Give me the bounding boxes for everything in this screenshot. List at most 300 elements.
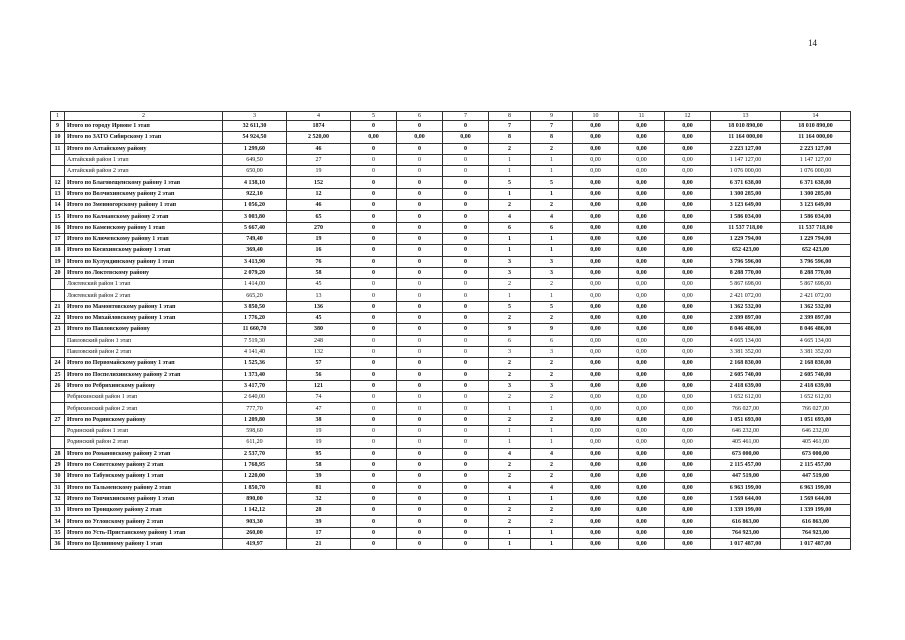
table-row-total [51,132,851,143]
column-number-5: 5 [351,112,397,121]
table-row-total [51,527,851,538]
row-value-col-8: 5 [489,177,531,188]
row-name: Локтевский район 1 этап [65,279,223,290]
row-value-col-12: 0,00 [665,301,711,312]
row-value-col-12: 0,00 [665,211,711,222]
row-value-col-7: 0 [443,233,489,244]
row-value-col-7: 0 [443,313,489,324]
row-index: 22 [51,313,65,324]
row-value-col-14: 1 300 285,00 [781,188,851,199]
row-value-col-7: 0 [443,380,489,391]
row-value-col-4: 132 [287,346,351,357]
row-index: 19 [51,256,65,267]
row-name: Локтевский район 2 этап [65,290,223,301]
row-index: 29 [51,459,65,470]
row-name: Итого по Целинному району 1 этап [65,538,223,549]
row-value-col-11: 0,00 [619,132,665,143]
row-value-col-14: 2 223 127,00 [781,143,851,154]
row-value-col-9: 2 [531,516,573,527]
row-value-col-7: 0 [443,426,489,437]
row-name: Итого по Калманскому району 2 этап [65,211,223,222]
row-value-col-3: 1 776,20 [223,313,287,324]
row-value-col-10: 0,00 [573,200,619,211]
table-row-total [51,448,851,459]
row-value-col-10: 0,00 [573,313,619,324]
row-value-col-4: 38 [287,414,351,425]
row-value-col-3: 3 003,80 [223,211,287,222]
row-value-col-10: 0,00 [573,437,619,448]
row-value-col-7: 0 [443,335,489,346]
row-index: 11 [51,143,65,154]
row-value-col-11: 0,00 [619,245,665,256]
row-value-col-9: 4 [531,211,573,222]
row-value-col-5: 0 [351,403,397,414]
row-value-col-10: 0,00 [573,188,619,199]
row-value-col-3: 1 299,60 [223,143,287,154]
row-value-col-13: 1 339 199,00 [711,505,781,516]
row-name: Итого по городу Ирвове 1 этап [65,121,223,132]
row-value-col-6: 0 [397,177,443,188]
row-value-col-13: 6 371 638,00 [711,177,781,188]
row-value-col-12: 0,00 [665,313,711,324]
row-value-col-5: 0 [351,414,397,425]
row-name: Итого по Змеиногорскому району 1 этап [65,200,223,211]
column-number-4: 4 [287,112,351,121]
row-value-col-8: 3 [489,256,531,267]
row-value-col-5: 0 [351,256,397,267]
row-value-col-4: 19 [287,166,351,177]
row-value-col-6: 0 [397,154,443,165]
row-value-col-12: 0,00 [665,222,711,233]
table-row-total [51,267,851,278]
housing-program-table [50,111,851,550]
row-index: 30 [51,471,65,482]
row-value-col-8: 5 [489,301,531,312]
table-row-subitem [51,166,851,177]
row-value-col-8: 2 [489,459,531,470]
row-name: Итого по Кулундинскому району 1 этап [65,256,223,267]
row-name: Итого по Родинскому району [65,414,223,425]
row-value-col-3: 369,40 [223,245,287,256]
row-name: Итого по Каменскому району 1 этап [65,222,223,233]
row-value-col-11: 0,00 [619,358,665,369]
row-value-col-11: 0,00 [619,448,665,459]
row-value-col-6: 0 [397,324,443,335]
row-value-col-11: 0,00 [619,324,665,335]
row-value-col-8: 2 [489,392,531,403]
row-value-col-5: 0 [351,527,397,538]
row-index [51,154,65,165]
row-value-col-11: 0,00 [619,505,665,516]
row-value-col-11: 0,00 [619,437,665,448]
row-value-col-6: 0 [397,267,443,278]
row-value-col-5: 0 [351,471,397,482]
row-value-col-3: 54 924,50 [223,132,287,143]
row-value-col-9: 1 [531,437,573,448]
row-value-col-13: 616 863,00 [711,516,781,527]
row-name: Итого по Романовскому району 2 этап [65,448,223,459]
row-value-col-8: 1 [489,437,531,448]
row-value-col-7: 0 [443,392,489,403]
row-value-col-5: 0 [351,290,397,301]
row-value-col-7: 0 [443,301,489,312]
row-value-col-4: 380 [287,324,351,335]
row-value-col-6: 0 [397,369,443,380]
table-row-total [51,256,851,267]
row-value-col-11: 0,00 [619,256,665,267]
row-value-col-5: 0 [351,245,397,256]
row-value-col-7: 0 [443,414,489,425]
row-value-col-12: 0,00 [665,290,711,301]
row-value-col-6: 0 [397,527,443,538]
row-value-col-12: 0,00 [665,154,711,165]
row-value-col-6: 0 [397,414,443,425]
row-value-col-9: 2 [531,313,573,324]
row-name: Итого по ЗАТО Сибирскому 1 этап [65,132,223,143]
row-index [51,346,65,357]
row-value-col-9: 4 [531,482,573,493]
row-value-col-14: 1 652 612,00 [781,392,851,403]
row-value-col-8: 4 [489,211,531,222]
row-value-col-6: 0 [397,493,443,504]
row-value-col-11: 0,00 [619,177,665,188]
row-value-col-7: 0 [443,358,489,369]
row-index [51,426,65,437]
row-value-col-13: 2 115 457,00 [711,459,781,470]
column-number-9: 9 [531,112,573,121]
row-value-col-7: 0 [443,538,489,549]
row-value-col-3: 749,40 [223,233,287,244]
row-value-col-14: 764 923,00 [781,527,851,538]
row-value-col-5: 0 [351,505,397,516]
row-value-col-5: 0 [351,279,397,290]
row-value-col-14: 2 605 740,00 [781,369,851,380]
row-value-col-12: 0,00 [665,188,711,199]
row-value-col-13: 1 147 127,00 [711,154,781,165]
row-value-col-12: 0,00 [665,392,711,403]
row-value-col-11: 0,00 [619,346,665,357]
row-value-col-5: 0 [351,222,397,233]
row-name: Родинский район 2 этап [65,437,223,448]
row-value-col-3: 890,00 [223,493,287,504]
row-value-col-6: 0 [397,482,443,493]
row-value-col-8: 1 [489,233,531,244]
table-row-subitem [51,279,851,290]
row-value-col-12: 0,00 [665,279,711,290]
row-value-col-8: 2 [489,369,531,380]
row-value-col-14: 5 867 698,00 [781,279,851,290]
table-row-total [51,245,851,256]
row-value-col-9: 2 [531,414,573,425]
row-value-col-8: 2 [489,279,531,290]
row-value-col-12: 0,00 [665,516,711,527]
row-value-col-3: 1 525,36 [223,358,287,369]
row-value-col-7: 0 [443,267,489,278]
row-value-col-12: 0,00 [665,233,711,244]
row-name: Итого по Алтайскому району [65,143,223,154]
row-value-col-11: 0,00 [619,392,665,403]
row-value-col-6: 0 [397,459,443,470]
row-value-col-11: 0,00 [619,335,665,346]
row-value-col-14: 6 371 638,00 [781,177,851,188]
row-value-col-14: 8 046 486,00 [781,324,851,335]
row-value-col-5: 0 [351,177,397,188]
row-value-col-8: 1 [489,403,531,414]
row-index [51,392,65,403]
row-value-col-7: 0 [443,516,489,527]
table-row-subitem [51,335,851,346]
row-index: 36 [51,538,65,549]
row-name: Родинский район 1 этап [65,426,223,437]
row-value-col-12: 0,00 [665,493,711,504]
row-value-col-13: 2 421 072,00 [711,290,781,301]
row-value-col-4: 81 [287,482,351,493]
row-name: Итого по Павловскому району [65,324,223,335]
row-value-col-12: 0,00 [665,335,711,346]
column-number-3: 3 [223,112,287,121]
row-value-col-4: 45 [287,279,351,290]
row-value-col-5: 0 [351,313,397,324]
row-value-col-12: 0,00 [665,121,711,132]
row-value-col-10: 0,00 [573,403,619,414]
row-value-col-12: 0,00 [665,471,711,482]
row-value-col-10: 0,00 [573,290,619,301]
row-value-col-9: 1 [531,233,573,244]
row-value-col-3: 3 413,90 [223,256,287,267]
row-value-col-3: 5 667,40 [223,222,287,233]
row-value-col-8: 1 [489,245,531,256]
row-value-col-4: 121 [287,380,351,391]
row-value-col-11: 0,00 [619,121,665,132]
row-value-col-7: 0 [443,369,489,380]
row-value-col-11: 0,00 [619,279,665,290]
row-value-col-13: 673 000,00 [711,448,781,459]
row-value-col-11: 0,00 [619,200,665,211]
column-number-1: 1 [51,112,65,121]
table-row-total [51,414,851,425]
row-index: 33 [51,505,65,516]
row-value-col-9: 6 [531,335,573,346]
row-name: Итого по Ребрихинскому району [65,380,223,391]
row-value-col-3: 260,00 [223,527,287,538]
row-value-col-10: 0,00 [573,233,619,244]
row-value-col-3: 1 209,80 [223,414,287,425]
row-value-col-7: 0 [443,493,489,504]
row-value-col-11: 0,00 [619,166,665,177]
row-value-col-12: 0,00 [665,256,711,267]
row-value-col-13: 2 418 639,00 [711,380,781,391]
row-value-col-8: 1 [489,493,531,504]
row-value-col-12: 0,00 [665,267,711,278]
row-value-col-4: 16 [287,245,351,256]
row-value-col-11: 0,00 [619,516,665,527]
row-value-col-9: 2 [531,369,573,380]
row-value-col-5: 0 [351,200,397,211]
row-index: 13 [51,188,65,199]
row-value-col-5: 0 [351,188,397,199]
row-value-col-6: 0 [397,143,443,154]
row-value-col-7: 0 [443,324,489,335]
row-value-col-7: 0 [443,143,489,154]
table-row-total [51,211,851,222]
row-index: 25 [51,369,65,380]
row-value-col-6: 0 [397,380,443,391]
row-value-col-11: 0,00 [619,380,665,391]
row-name: Итого по Волчихинскому району 2 этап [65,188,223,199]
row-value-col-5: 0 [351,538,397,549]
row-value-col-4: 58 [287,267,351,278]
row-value-col-8: 1 [489,538,531,549]
row-index [51,403,65,414]
column-number-2: 2 [65,112,223,121]
row-value-col-9: 5 [531,301,573,312]
row-value-col-13: 5 867 698,00 [711,279,781,290]
row-value-col-8: 9 [489,324,531,335]
row-value-col-7: 0 [443,527,489,538]
row-value-col-13: 1 362 532,00 [711,301,781,312]
row-value-col-9: 1 [531,188,573,199]
row-value-col-13: 1 051 693,00 [711,414,781,425]
row-value-col-8: 1 [489,166,531,177]
row-value-col-7: 0 [443,346,489,357]
row-value-col-9: 3 [531,380,573,391]
row-value-col-10: 0,00 [573,177,619,188]
table-row-total [51,233,851,244]
row-value-col-6: 0 [397,301,443,312]
table-row-total [51,324,851,335]
row-value-col-6: 0 [397,279,443,290]
row-value-col-12: 0,00 [665,166,711,177]
row-value-col-5: 0 [351,211,397,222]
row-value-col-3: 611,20 [223,437,287,448]
row-value-col-10: 0,00 [573,516,619,527]
row-index: 21 [51,301,65,312]
row-value-col-10: 0,00 [573,448,619,459]
row-value-col-13: 4 665 134,00 [711,335,781,346]
row-value-col-11: 0,00 [619,369,665,380]
row-value-col-10: 0,00 [573,121,619,132]
row-value-col-4: 248 [287,335,351,346]
row-value-col-3: 903,30 [223,516,287,527]
row-value-col-4: 65 [287,211,351,222]
row-index: 31 [51,482,65,493]
row-name: Итого по Первомайскому району 1 этап [65,358,223,369]
table-row-total [51,369,851,380]
row-value-col-14: 2 421 072,00 [781,290,851,301]
row-value-col-3: 1 414,00 [223,279,287,290]
row-value-col-5: 0 [351,380,397,391]
row-value-col-13: 8 046 486,00 [711,324,781,335]
row-value-col-4: 74 [287,392,351,403]
row-value-col-5: 0 [351,267,397,278]
row-index: 28 [51,448,65,459]
row-value-col-9: 1 [531,403,573,414]
row-value-col-3: 777,70 [223,403,287,414]
row-value-col-13: 447 519,00 [711,471,781,482]
row-value-col-10: 0,00 [573,426,619,437]
row-index: 18 [51,245,65,256]
row-value-col-7: 0 [443,459,489,470]
row-value-col-6: 0 [397,121,443,132]
row-value-col-8: 1 [489,188,531,199]
row-value-col-13: 2 399 897,00 [711,313,781,324]
row-value-col-14: 1 076 000,00 [781,166,851,177]
row-value-col-14: 3 123 649,00 [781,200,851,211]
row-value-col-8: 2 [489,414,531,425]
row-value-col-13: 3 123 649,00 [711,200,781,211]
row-value-col-13: 764 923,00 [711,527,781,538]
row-value-col-8: 2 [489,313,531,324]
row-value-col-8: 3 [489,267,531,278]
row-value-col-12: 0,00 [665,459,711,470]
row-name: Итого по Поспелихинскому району 2 этап [65,369,223,380]
table-row-total [51,177,851,188]
table-row-total [51,380,851,391]
row-value-col-5: 0 [351,448,397,459]
column-number-10: 10 [573,112,619,121]
row-value-col-5: 0 [351,233,397,244]
table-row-subitem [51,426,851,437]
table-row-total [51,200,851,211]
row-value-col-12: 0,00 [665,346,711,357]
row-value-col-5: 0 [351,346,397,357]
row-value-col-6: 0 [397,188,443,199]
row-value-col-10: 0,00 [573,222,619,233]
row-name: Итого по Табунскому району 1 этап [65,471,223,482]
row-value-col-5: 0 [351,482,397,493]
row-value-col-4: 19 [287,233,351,244]
row-name: Итого по Благовещенскому району 1 этап [65,177,223,188]
row-value-col-5: 0 [351,493,397,504]
row-value-col-3: 3 417,70 [223,380,287,391]
row-value-col-4: 13 [287,290,351,301]
row-value-col-3: 1 850,70 [223,482,287,493]
row-value-col-11: 0,00 [619,459,665,470]
row-value-col-7: 0 [443,482,489,493]
row-value-col-7: 0 [443,222,489,233]
row-value-col-8: 3 [489,380,531,391]
row-name: Итого по Косихинскому району 1 этап [65,245,223,256]
row-value-col-5: 0 [351,301,397,312]
row-value-col-12: 0,00 [665,403,711,414]
row-value-col-13: 11 537 718,00 [711,222,781,233]
table-row-total [51,493,851,504]
row-value-col-12: 0,00 [665,245,711,256]
row-index: 15 [51,211,65,222]
row-value-col-12: 0,00 [665,132,711,143]
table-row-total [51,188,851,199]
row-value-col-11: 0,00 [619,414,665,425]
row-name: Итого по Угловскому району 2 этап [65,516,223,527]
row-value-col-4: 19 [287,426,351,437]
row-value-col-11: 0,00 [619,471,665,482]
row-value-col-4: 76 [287,256,351,267]
row-name: Ребрихинский район 2 этап [65,403,223,414]
row-value-col-13: 1 076 000,00 [711,166,781,177]
column-number-13: 13 [711,112,781,121]
row-value-col-11: 0,00 [619,233,665,244]
row-value-col-13: 1 300 285,00 [711,188,781,199]
row-index: 20 [51,267,65,278]
row-value-col-9: 8 [531,132,573,143]
row-value-col-8: 1 [489,426,531,437]
table-row-subitem [51,154,851,165]
row-value-col-5: 0 [351,392,397,403]
row-value-col-10: 0,00 [573,505,619,516]
row-value-col-3: 1 373,40 [223,369,287,380]
row-value-col-7: 0 [443,177,489,188]
row-value-col-6: 0 [397,290,443,301]
